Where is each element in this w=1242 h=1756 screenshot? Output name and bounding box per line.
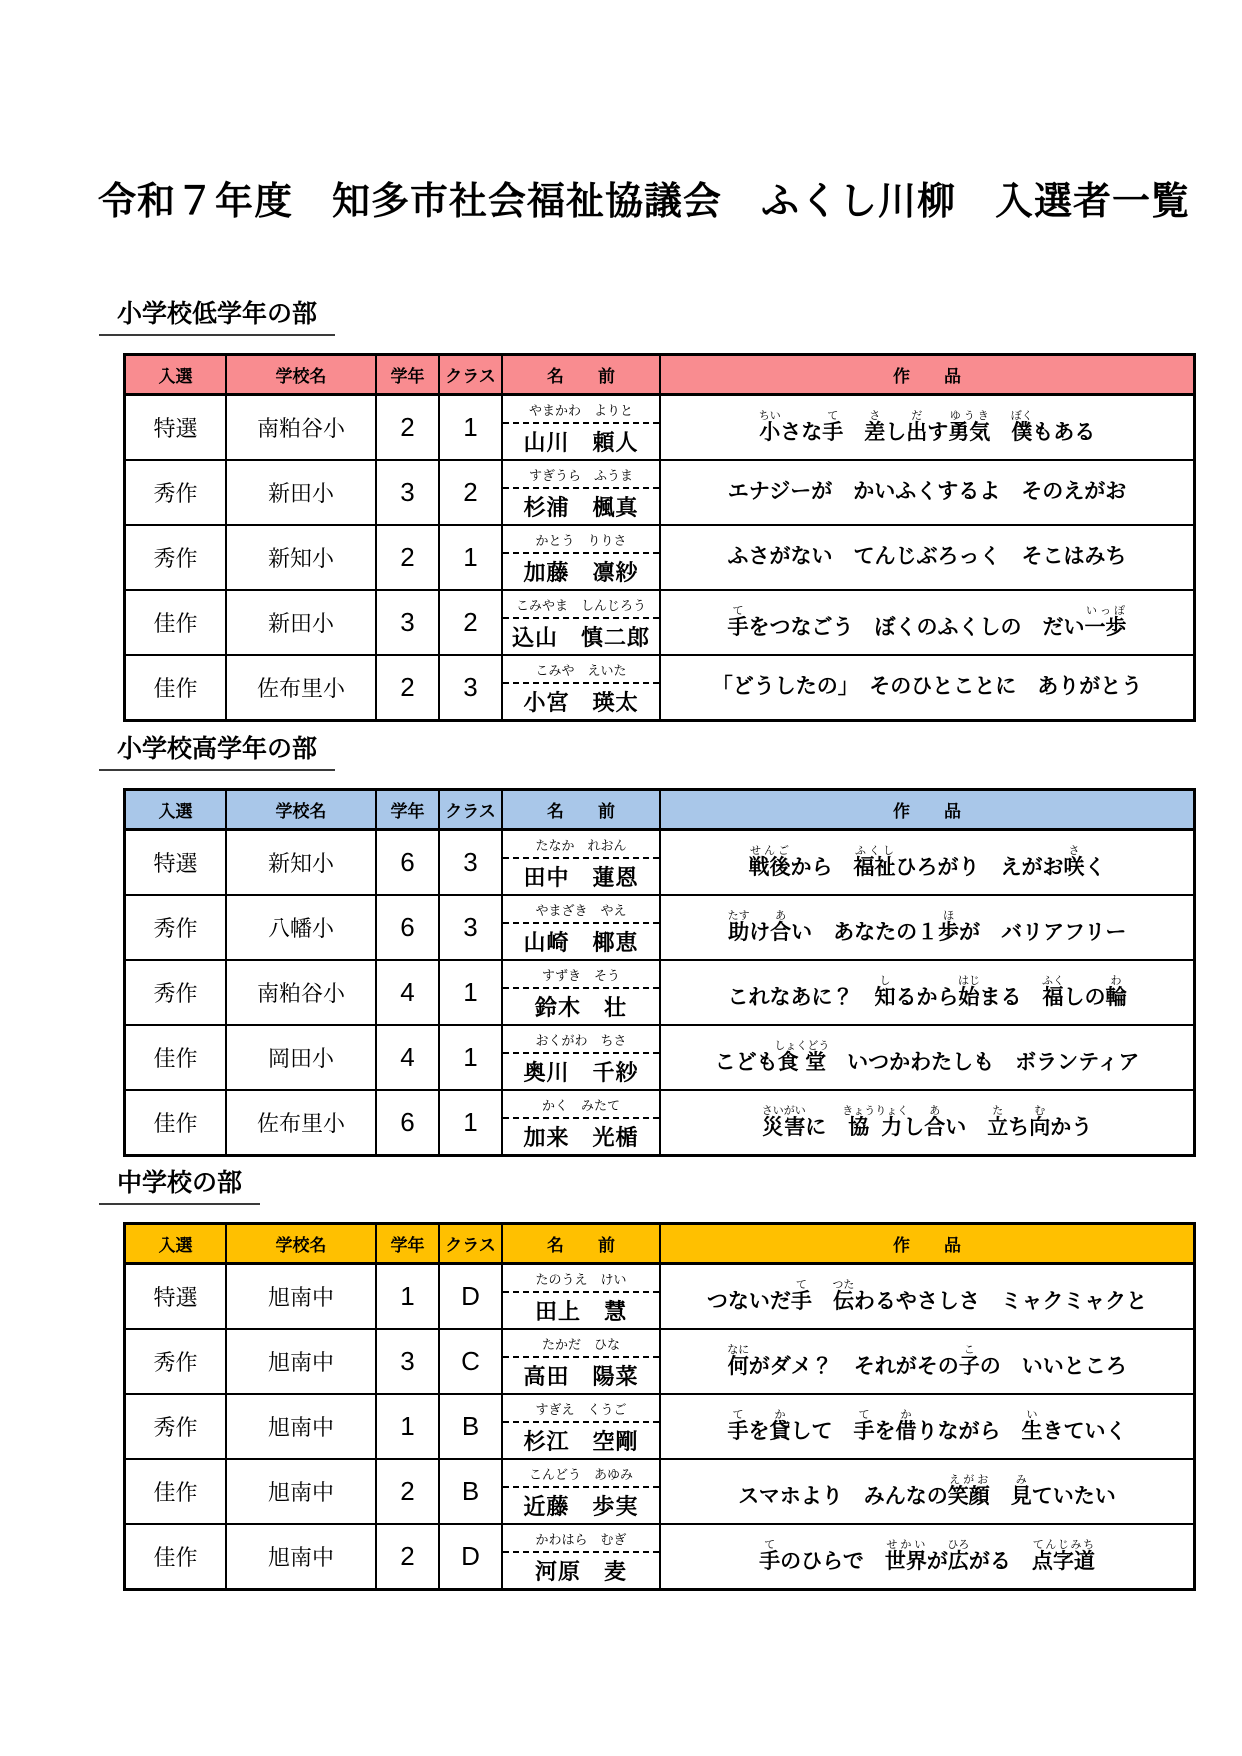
name-cell bbox=[502, 895, 660, 960]
header-prize: 入選 bbox=[125, 790, 227, 830]
poem-cell bbox=[660, 525, 1195, 590]
name-furigana: すずき そう bbox=[503, 962, 659, 989]
header-grade: 学年 bbox=[376, 355, 439, 395]
prize-cell: 佳作 bbox=[125, 1459, 227, 1524]
section-title: 小学校低学年の部 bbox=[99, 294, 335, 336]
name-furigana: かとう りりさ bbox=[503, 527, 659, 554]
prize-cell: 秀作 bbox=[125, 525, 227, 590]
grade-cell: 1 bbox=[376, 1264, 439, 1330]
table-row bbox=[125, 1394, 1195, 1459]
header-prize: 入選 bbox=[125, 1224, 227, 1264]
school-cell: 佐布里小 bbox=[226, 1090, 376, 1156]
name-kanji: 田中 蓮恩 bbox=[523, 864, 639, 890]
header-work: 作 品 bbox=[660, 1224, 1195, 1264]
school-cell: 新知小 bbox=[226, 830, 376, 896]
name-furigana: こんどう あゆみ bbox=[503, 1461, 659, 1488]
poem-cell bbox=[660, 1459, 1195, 1524]
prize-cell: 特選 bbox=[125, 1264, 227, 1330]
prize-cell: 特選 bbox=[125, 395, 227, 461]
name-cell bbox=[502, 1025, 660, 1090]
grade-cell: 6 bbox=[376, 895, 439, 960]
class-cell: 2 bbox=[439, 590, 502, 655]
table-row bbox=[125, 895, 1195, 960]
table-row bbox=[125, 1329, 1195, 1394]
table-header-row bbox=[125, 790, 1195, 830]
class-cell: 1 bbox=[439, 960, 502, 1025]
class-cell: 1 bbox=[439, 525, 502, 590]
name-kanji: 鈴木 壮 bbox=[534, 994, 627, 1020]
school-cell: 旭南中 bbox=[226, 1264, 376, 1330]
grade-cell: 6 bbox=[376, 1090, 439, 1156]
poem-text: 戦後せんごから 福祉ふくしひろがり えがお咲さく bbox=[748, 845, 1106, 880]
class-cell: D bbox=[439, 1524, 502, 1590]
table-row bbox=[125, 655, 1195, 721]
name-kanji: 小宮 瑛太 bbox=[523, 689, 639, 715]
name-cell bbox=[502, 525, 660, 590]
header-class: クラス bbox=[439, 1224, 502, 1264]
school-cell: 八幡小 bbox=[226, 895, 376, 960]
prize-cell: 佳作 bbox=[125, 1524, 227, 1590]
name-furigana: たのうえ けい bbox=[503, 1266, 659, 1293]
poem-cell bbox=[660, 830, 1195, 896]
name-kanji: 田上 慧 bbox=[534, 1298, 627, 1324]
poem-text: スマホより みんなの笑顔えがお 見みていたい bbox=[738, 1474, 1116, 1509]
class-cell: B bbox=[439, 1394, 502, 1459]
name-cell bbox=[502, 655, 660, 721]
poem-text: これなあに？ 知しるから始はじまる 福ふくしの輪わ bbox=[727, 975, 1127, 1010]
prize-cell: 佳作 bbox=[125, 1025, 227, 1090]
poem-text: ふさがない てんじぶろっく そこはみち bbox=[727, 545, 1127, 569]
grade-cell: 2 bbox=[376, 525, 439, 590]
header-grade: 学年 bbox=[376, 790, 439, 830]
name-kanji: 奥川 千紗 bbox=[523, 1059, 639, 1085]
table-row bbox=[125, 1524, 1195, 1590]
header-name: 名 前 bbox=[502, 1224, 660, 1264]
grade-cell: 3 bbox=[376, 1329, 439, 1394]
grade-cell: 1 bbox=[376, 1394, 439, 1459]
table-body bbox=[125, 1264, 1195, 1590]
class-cell: 1 bbox=[439, 1090, 502, 1156]
school-cell: 佐布里小 bbox=[226, 655, 376, 721]
name-kanji: 山川 頼人 bbox=[523, 429, 639, 455]
school-cell: 南粕谷小 bbox=[226, 960, 376, 1025]
grade-cell: 2 bbox=[376, 655, 439, 721]
name-cell bbox=[502, 1264, 660, 1330]
header-prize: 入選 bbox=[125, 355, 227, 395]
poem-text: エナジーが かいふくするよ そのえがお bbox=[727, 480, 1127, 504]
name-furigana: おくがわ ちさ bbox=[503, 1027, 659, 1054]
table-header-row bbox=[125, 355, 1195, 395]
poem-cell bbox=[660, 1025, 1195, 1090]
header-class: クラス bbox=[439, 355, 502, 395]
school-cell: 旭南中 bbox=[226, 1524, 376, 1590]
school-cell: 岡田小 bbox=[226, 1025, 376, 1090]
school-cell: 旭南中 bbox=[226, 1459, 376, 1524]
results-table bbox=[123, 353, 1196, 722]
name-cell bbox=[502, 830, 660, 896]
grade-cell: 2 bbox=[376, 1459, 439, 1524]
table-body bbox=[125, 830, 1195, 1156]
class-cell: 3 bbox=[439, 655, 502, 721]
school-cell: 南粕谷小 bbox=[226, 395, 376, 461]
section-title: 小学校高学年の部 bbox=[99, 729, 335, 771]
poem-cell bbox=[660, 395, 1195, 461]
class-cell: D bbox=[439, 1264, 502, 1330]
class-cell: 2 bbox=[439, 460, 502, 525]
name-furigana: やまかわ よりと bbox=[503, 397, 659, 424]
poem-cell bbox=[660, 1264, 1195, 1330]
name-cell bbox=[502, 460, 660, 525]
prize-cell: 佳作 bbox=[125, 590, 227, 655]
name-furigana: たなか れおん bbox=[503, 832, 659, 859]
name-kanji: 杉浦 楓真 bbox=[523, 494, 639, 520]
poem-cell bbox=[660, 460, 1195, 525]
school-cell: 新田小 bbox=[226, 460, 376, 525]
contest-section bbox=[115, 1163, 1190, 1591]
table-row bbox=[125, 1264, 1195, 1330]
header-school: 学校名 bbox=[226, 1224, 376, 1264]
name-cell bbox=[502, 1329, 660, 1394]
name-cell bbox=[502, 395, 660, 461]
results-table bbox=[123, 1222, 1196, 1591]
name-furigana: すぎうら ふうま bbox=[503, 462, 659, 489]
poem-cell bbox=[660, 1329, 1195, 1394]
page-title: 令和７年度 知多市社会福祉協議会 ふくし川柳 入選者一覧 bbox=[98, 181, 1191, 223]
name-kanji: 山崎 椰恵 bbox=[523, 929, 639, 955]
poem-text: 手てのひらで 世界せかいが広ひろがる 点字道てんじみち bbox=[759, 1539, 1095, 1574]
school-cell: 新知小 bbox=[226, 525, 376, 590]
contest-section bbox=[115, 294, 1190, 722]
class-cell: 1 bbox=[439, 1025, 502, 1090]
poem-cell bbox=[660, 1524, 1195, 1590]
poem-cell bbox=[660, 655, 1195, 721]
table-row bbox=[125, 590, 1195, 655]
name-cell bbox=[502, 960, 660, 1025]
name-furigana: かわはら むぎ bbox=[503, 1526, 659, 1553]
grade-cell: 6 bbox=[376, 830, 439, 896]
table-row bbox=[125, 1025, 1195, 1090]
header-class: クラス bbox=[439, 790, 502, 830]
grade-cell: 4 bbox=[376, 1025, 439, 1090]
name-furigana: こみやま しんじろう bbox=[503, 592, 659, 619]
table-row bbox=[125, 960, 1195, 1025]
school-cell: 旭南中 bbox=[226, 1394, 376, 1459]
name-cell bbox=[502, 1459, 660, 1524]
poem-text: 「どうしたの」 そのひとことに ありがとう bbox=[711, 675, 1143, 699]
table-row bbox=[125, 830, 1195, 896]
grade-cell: 2 bbox=[376, 395, 439, 461]
prize-cell: 佳作 bbox=[125, 655, 227, 721]
header-school: 学校名 bbox=[226, 790, 376, 830]
school-cell: 新田小 bbox=[226, 590, 376, 655]
prize-cell: 秀作 bbox=[125, 1394, 227, 1459]
table-body bbox=[125, 395, 1195, 721]
name-cell bbox=[502, 1090, 660, 1156]
table-row bbox=[125, 525, 1195, 590]
table-row bbox=[125, 395, 1195, 461]
prize-cell: 秀作 bbox=[125, 895, 227, 960]
table-header-row bbox=[125, 1224, 1195, 1264]
name-furigana: やまざき やえ bbox=[503, 897, 659, 924]
table-row bbox=[125, 1090, 1195, 1156]
grade-cell: 2 bbox=[376, 1524, 439, 1590]
class-cell: 3 bbox=[439, 830, 502, 896]
class-cell: 1 bbox=[439, 395, 502, 461]
name-cell bbox=[502, 1524, 660, 1590]
name-kanji: 込山 慎二郎 bbox=[511, 624, 650, 650]
name-kanji: 河原 麦 bbox=[534, 1558, 627, 1584]
poem-cell bbox=[660, 895, 1195, 960]
poem-text: 手てを貸かして 手てを借かりながら 生いきていく bbox=[727, 1409, 1127, 1444]
grade-cell: 3 bbox=[376, 590, 439, 655]
prize-cell: 秀作 bbox=[125, 1329, 227, 1394]
name-kanji: 近藤 歩実 bbox=[523, 1493, 639, 1519]
poem-cell bbox=[660, 590, 1195, 655]
name-cell bbox=[502, 590, 660, 655]
name-kanji: 高田 陽菜 bbox=[523, 1363, 639, 1389]
grade-cell: 4 bbox=[376, 960, 439, 1025]
results-table bbox=[123, 788, 1196, 1157]
name-furigana: こみや えいた bbox=[503, 657, 659, 684]
poem-text: 手てをつなごう ぼくのふくしの だい一歩いっぽ bbox=[727, 605, 1127, 640]
class-cell: 3 bbox=[439, 895, 502, 960]
name-furigana: かく みたて bbox=[503, 1092, 659, 1119]
poem-cell bbox=[660, 960, 1195, 1025]
section-title: 中学校の部 bbox=[99, 1163, 260, 1205]
table-row bbox=[125, 1459, 1195, 1524]
table-row bbox=[125, 460, 1195, 525]
prize-cell: 特選 bbox=[125, 830, 227, 896]
prize-cell: 秀作 bbox=[125, 460, 227, 525]
poem-text: つないだ手て 伝つたわるやさしさ ミャクミャクと bbox=[706, 1279, 1148, 1314]
poem-cell bbox=[660, 1090, 1195, 1156]
header-name: 名 前 bbox=[502, 355, 660, 395]
name-kanji: 杉江 空剛 bbox=[523, 1428, 639, 1454]
poem-cell bbox=[660, 1394, 1195, 1459]
header-school: 学校名 bbox=[226, 355, 376, 395]
grade-cell: 3 bbox=[376, 460, 439, 525]
class-cell: C bbox=[439, 1329, 502, 1394]
contest-section bbox=[115, 729, 1190, 1157]
header-grade: 学年 bbox=[376, 1224, 439, 1264]
name-furigana: すぎえ くうご bbox=[503, 1396, 659, 1423]
class-cell: B bbox=[439, 1459, 502, 1524]
name-cell bbox=[502, 1394, 660, 1459]
header-name: 名 前 bbox=[502, 790, 660, 830]
prize-cell: 秀作 bbox=[125, 960, 227, 1025]
name-kanji: 加藤 凛紗 bbox=[523, 559, 639, 585]
poem-text: 何なにがダメ？ それがその子この いいところ bbox=[727, 1344, 1127, 1379]
poem-text: 小ちいさな手て 差さし出だす勇気ゆうき 僕ぼくもある bbox=[758, 410, 1096, 445]
prize-cell: 佳作 bbox=[125, 1090, 227, 1156]
poem-text: 災害さいがいに 協力きょうりょくし合あい 立たち向むかう bbox=[761, 1105, 1093, 1140]
name-furigana: たかだ ひな bbox=[503, 1331, 659, 1358]
header-work: 作 品 bbox=[660, 790, 1195, 830]
poem-text: こども食堂しょくどう いつかわたしも ボランティア bbox=[714, 1040, 1140, 1075]
school-cell: 旭南中 bbox=[226, 1329, 376, 1394]
header-work: 作 品 bbox=[660, 355, 1195, 395]
name-kanji: 加来 光楯 bbox=[523, 1124, 639, 1150]
poem-text: 助たすけ合あい あなたの１歩ほが バリアフリー bbox=[727, 910, 1127, 945]
